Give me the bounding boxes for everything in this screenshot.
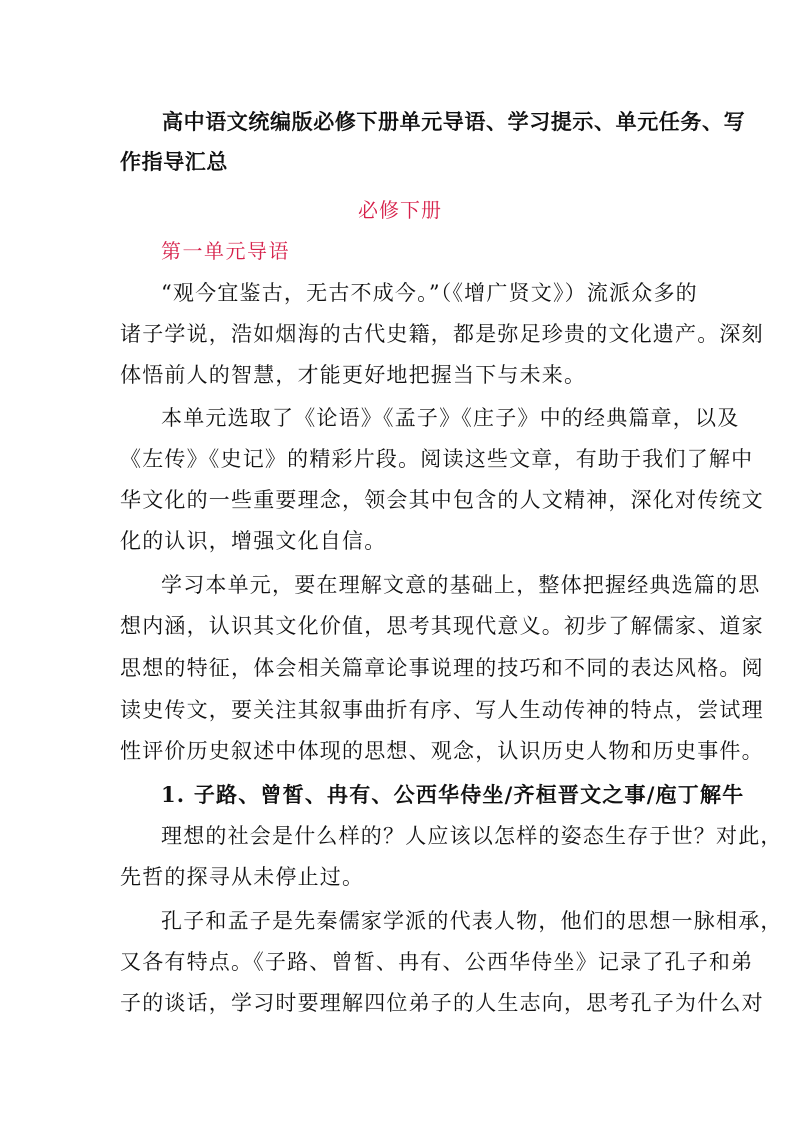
lesson-1-paragraph-2-line-2: 又各有特点。《子路、曾皙、冉有、公西华侍坐》记录了孔子和弟: [120, 950, 754, 974]
paragraph-3-line-3: 思想的特征，体会相关篇章论事说理的技巧和不同的表达风格。阅: [120, 656, 764, 680]
volume-subtitle: 必修下册: [358, 198, 442, 222]
lesson-1-heading: 1. 子路、曾皙、冉有、公西华侍坐/齐桓晋文之事/庖丁解牛: [161, 782, 745, 807]
paragraph-3-line-1: 学习本单元，要在理解文意的基础上，整体把握经典选篇的思: [161, 573, 761, 597]
lesson-1-paragraph-1-line-2: 先哲的探寻从未停止过。: [120, 865, 365, 889]
paragraph-3-line-4: 读史传文，要关注其叙事曲折有序、写人生动传神的特点，尝试理: [120, 698, 764, 722]
paragraph-1-line-2: 诸子学说，浩如烟海的古代史籍，都是弥足珍贵的文化遗产。深刻: [120, 322, 764, 346]
paragraph-3-line-2: 想内涵，认识其文化价值，思考其现代意义。初步了解儒家、道家: [120, 614, 764, 638]
paragraph-1-line-1: “观今宜鉴古，无古不成今。”（《增广贤文》）流派众多的: [161, 281, 698, 305]
paragraph-2-line-2: 《左传》《史记》的精彩片段。阅读这些文章，有助于我们了解中: [120, 447, 754, 471]
paragraph-2-line-3: 华文化的一些重要理念，领会其中包含的人文精神，深化对传统文: [120, 488, 764, 512]
paragraph-3-line-5: 性评价历史叙述中体现的思想、观念，认识历史人物和历史事件。: [120, 739, 764, 763]
paragraph-2-line-1: 本单元选取了《论语》《孟子》《庄子》中的经典篇章，以及: [161, 406, 740, 430]
unit-one-heading: 第一单元导语: [161, 239, 290, 263]
lesson-1-paragraph-2-line-1: 孔子和孟子是先秦儒家学派的代表人物，他们的思想一脉相承，: [161, 909, 783, 933]
paragraph-2-line-4: 化的认识，增强文化自信。: [120, 529, 387, 553]
document-title-line-2: 作指导汇总: [120, 150, 228, 174]
paragraph-1-line-3: 体悟前人的智慧，才能更好地把握当下与未来。: [120, 363, 587, 387]
document-title-line-1: 高中语文统编版必修下册单元导语、学习提示、单元任务、写: [162, 110, 746, 134]
lesson-1-paragraph-2-line-3: 子的谈话，学习时要理解四位弟子的人生志向，思考孔子为什么对: [120, 991, 764, 1015]
lesson-1-paragraph-1-line-1: 理想的社会是什么样的？人应该以怎样的姿态生存于世？对此，: [161, 824, 783, 848]
